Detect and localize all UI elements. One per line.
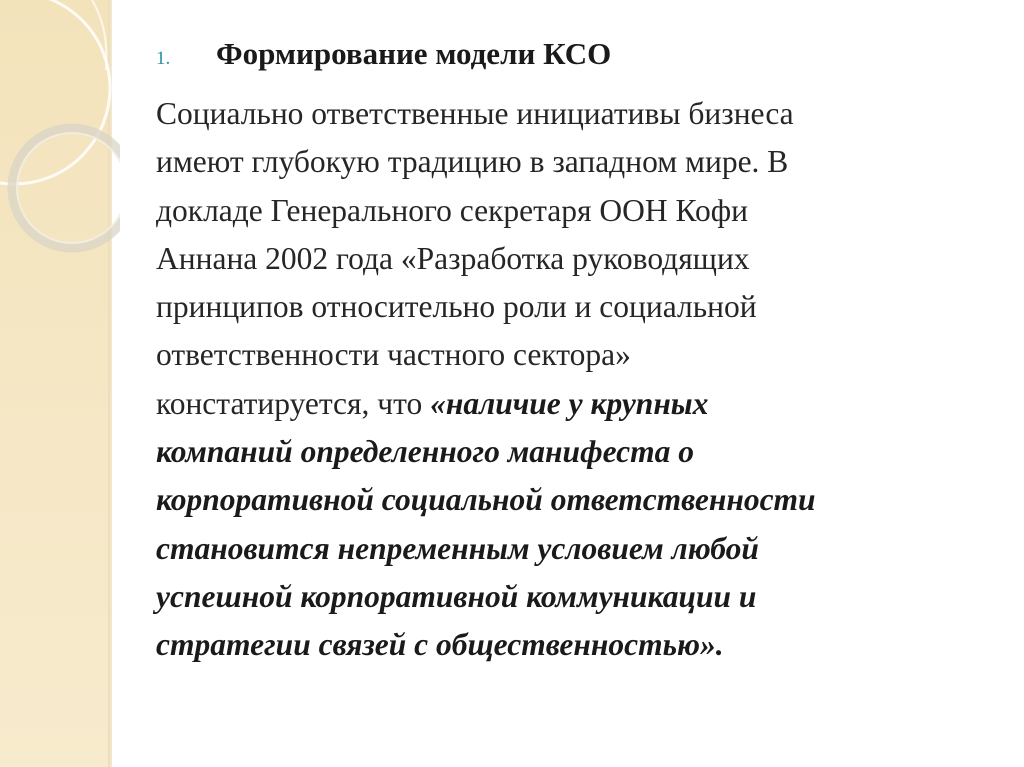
- quote-line: становится непременным условием любой: [156, 530, 759, 566]
- quote-line: корпоративной социальной ответственности: [156, 482, 816, 518]
- quote-line: компаний определенного манифеста о: [156, 434, 695, 470]
- quote-start: «наличие у крупных: [430, 385, 709, 421]
- body-line: принципов относительно роли и социальной: [156, 289, 757, 325]
- quote-line: стратегии связей с общественностью».: [156, 627, 724, 663]
- slide-title: Формирование модели КСО: [216, 36, 612, 71]
- heading-row: [156, 36, 1006, 84]
- body-line: Аннана 2002 года «Разработка руководящих: [156, 240, 750, 276]
- body-line-plain-part: констатируется, что: [156, 385, 431, 421]
- body-line: Социально ответственные инициативы бизнеса: [156, 96, 794, 131]
- body-line: ответственности частного сектора»: [156, 337, 631, 373]
- quote-line: успешной корпоративной коммуникации и: [156, 578, 757, 614]
- slide-content: [156, 36, 1006, 670]
- body-paragraph: [156, 90, 1006, 670]
- body-line: имеют глубокую традицию в западном мире. В: [156, 144, 789, 180]
- list-number: 1.: [156, 48, 171, 69]
- decorative-circles-icon: [0, 0, 120, 260]
- body-line: докладе Генерального секретаря ООН Кофи: [156, 192, 748, 228]
- body-line-mixed: [156, 380, 1006, 428]
